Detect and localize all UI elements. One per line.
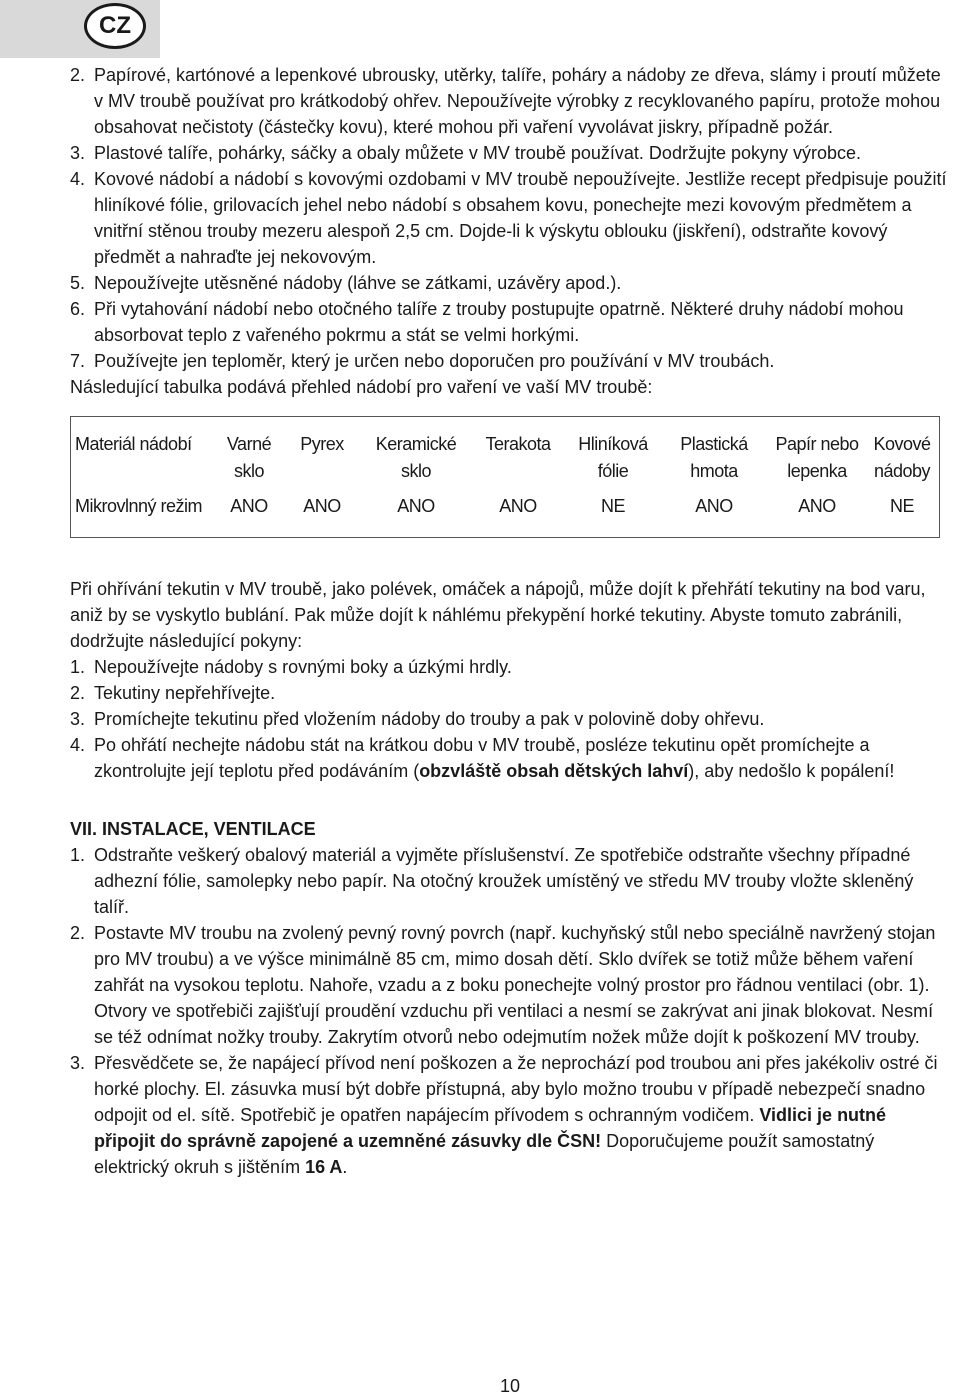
item-number: 4.: [70, 169, 86, 189]
bold-value: 16 A: [305, 1157, 343, 1177]
header-cell: Hliníková fólie: [578, 434, 648, 481]
language-tab: [0, 0, 160, 58]
table-cell: NE: [600, 496, 625, 516]
header-cell: Varné sklo: [226, 434, 272, 481]
item-text: Používejte jen teploměr, který je určen nebo doporučen pro používání v MV troubách.: [94, 351, 775, 371]
list-item: [70, 706, 950, 732]
item-text: Po ohřátí nechejte nádobu stát na krátkou dobu v MV troubě, posléze tekutinu opět promíchejte a zkontrolujte její teplotu před podáváním (obzvláště obsah dětských lahví), aby nedošlo k popálení!: [94, 735, 895, 781]
header-cell: Terakota: [485, 434, 551, 454]
item-text: Odstraňte veškerý obalový materiál a vyjměte příslušenství. Ze spotřebiče odstraňte všechny případné adhezní fólie, samolepky nebo papír. Na otočný kroužek umístěný ve středu MV trouby vložte skleněný talíř.: [94, 845, 914, 917]
item-text: Při vytahování nádobí nebo otočného talíře z trouby postupujte opatrně. Některé druhy nádobí mohou absorbovat teplo z vařeného pokrmu a stát se velmi horkými.: [94, 299, 904, 345]
header-cell: Pyrex: [300, 434, 344, 454]
item-number: 5.: [70, 273, 86, 293]
item-text: Postavte MV troubu na zvolený pevný rovný povrch (např. kuchyňský stůl nebo speciálně navržený stojan pro MV troubu) a ve výšce minimálně 85 cm, mimo dosah dětí. Sklo dvířek se totiž může během vaření zahřát na vysokou teplotu. Nahoře, vzadu a z boku ponechejte volný prostor pro řádnou ventilaci (obr. 1). Otvory ve spotřebiči zajišťují proudění vzduchu při ventilaci a nesmí se zakrývat ani jinak blokovat. Nesmí se též odnímat nožky trouby. Zakrytím otvorů nebo odejmutím nožek může dojít k poškození MV trouby.: [94, 923, 936, 1047]
section-title: VII. INSTALACE, VENTILACE: [70, 819, 316, 839]
item-text: Promíchejte tekutinu před vložením nádoby do trouby a pak v polovině doby ohřevu.: [94, 709, 765, 729]
table-cell: ANO: [798, 496, 836, 516]
header-cell: Kovové nádoby: [873, 434, 931, 481]
item-number: 4.: [70, 735, 86, 755]
list-item: [70, 270, 950, 296]
item-text: Nepoužívejte utěsněné nádoby (láhve se zátkami, uzávěry apod.).: [94, 273, 622, 293]
item-number: 6.: [70, 299, 86, 319]
item-number: 7.: [70, 351, 86, 371]
header-cell: Papír nebo lepenka: [775, 434, 859, 481]
item-number: 2.: [70, 65, 86, 85]
item-text: Kovové nádobí a nádobí s kovovými ozdobami v MV troubě nepoužívejte. Jestliže recept předpisuje použití hliníkové fólie, grilovacích jehel nebo nádobí s obsahem kovu, ponechejte mezi kovovým předmětem a vnitřní stěnou trouby mezeru alespoň 2,5 cm. Dojde-li k výskytu oblouku (jiskření), odstraňte kovový předmět a nahraďte jej nekovovým.: [94, 169, 947, 267]
table-cell: ANO: [695, 496, 733, 516]
bold-warning: obzvláště obsah dětských lahví: [419, 761, 689, 781]
table-cell: NE: [889, 496, 914, 516]
item-text: Papírové, kartónové a lepenkové ubrousky, utěrky, talíře, poháry a nádoby ze dřeva, slámy i proutí můžete v MV troubě používat pro krátkodobý ohřev. Nepoužívejte výrobky z recyklovaného papíru, protože mohou obsahovat nečistoty (částečky kovu), které mohou při vaření vyvolávat jiskry, případně požár.: [94, 65, 941, 137]
item-text: Tekutiny nepřehřívejte.: [94, 683, 276, 703]
list-item: [70, 348, 950, 374]
list-item: [70, 140, 950, 166]
list-item: [70, 166, 950, 270]
language-badge: CZ: [84, 3, 146, 49]
page-number: 10: [499, 1376, 521, 1396]
list-item: [70, 680, 950, 706]
list-item: [70, 296, 950, 348]
table-row: [75, 485, 935, 520]
list-item: [70, 654, 950, 680]
item-number: 3.: [70, 1053, 86, 1073]
item-text: Plastové talíře, pohárky, sáčky a obaly můžete v MV troubě používat. Dodržujte pokyny výrobce.: [94, 143, 862, 163]
header-cell: Materiál nádobí: [75, 434, 192, 454]
item-number: 2.: [70, 923, 86, 943]
liquids-intro: Při ohřívání tekutin v MV troubě, jako polévek, omáček a nápojů, může dojít k přehřátí tekutiny na bod varu, aniž by se vyskytlo bublání. Pak může dojít k náhlému překypění horké tekutiny. Abyste tomuto zabránili, dodržujte následující pokyny:: [70, 579, 926, 651]
table-cell: ANO: [303, 496, 341, 516]
cookware-table: [75, 431, 935, 520]
list-item: [70, 1050, 950, 1180]
item-number: 1.: [70, 845, 86, 865]
list-item: [70, 920, 950, 1050]
item-number: 3.: [70, 143, 86, 163]
item-text: Přesvědčete se, že napájecí přívod není poškozen a že neprochází pod troubou ani přes jakékoliv ostré či horké plochy. El. zásuvka musí být dobře přístupná, aby bylo možno troubu v případě nebezpečí snadno odpojit od el. sítě. Spotřebič je opatřen napájecím přívodem s ochranným vodičem. Vidlici je nutné připojit do správně zapojené a uzemněné zásuvky dle ČSN! Doporučujeme použít samostatný elektrický okruh s jištěním 16 A.: [94, 1053, 938, 1177]
item-text: Nepoužívejte nádoby s rovnými boky a úzkými hrdly.: [94, 657, 512, 677]
header-cell: Plastická hmota: [680, 434, 748, 481]
cookware-table-frame: [70, 416, 940, 538]
table-header-row: [75, 431, 935, 485]
table-cell: ANO: [230, 496, 268, 516]
table-intro: Následující tabulka podává přehled nádobí pro vaření ve vaší MV troubě:: [70, 377, 653, 397]
item-number: 1.: [70, 657, 86, 677]
bold-warning: Vidlici je nutné připojit do správně zapojené a uzemněné zásuvky dle ČSN!: [94, 1105, 887, 1151]
header-cell: Keramické sklo: [375, 434, 457, 481]
table-cell: ANO: [397, 496, 435, 516]
list-item: [70, 732, 950, 784]
item-number: 2.: [70, 683, 86, 703]
row-label: Mikrovlnný režim: [75, 496, 203, 516]
table-cell: ANO: [499, 496, 537, 516]
page-content: [70, 62, 950, 1180]
list-item: [70, 62, 950, 140]
list-item: [70, 842, 950, 920]
item-number: 3.: [70, 709, 86, 729]
